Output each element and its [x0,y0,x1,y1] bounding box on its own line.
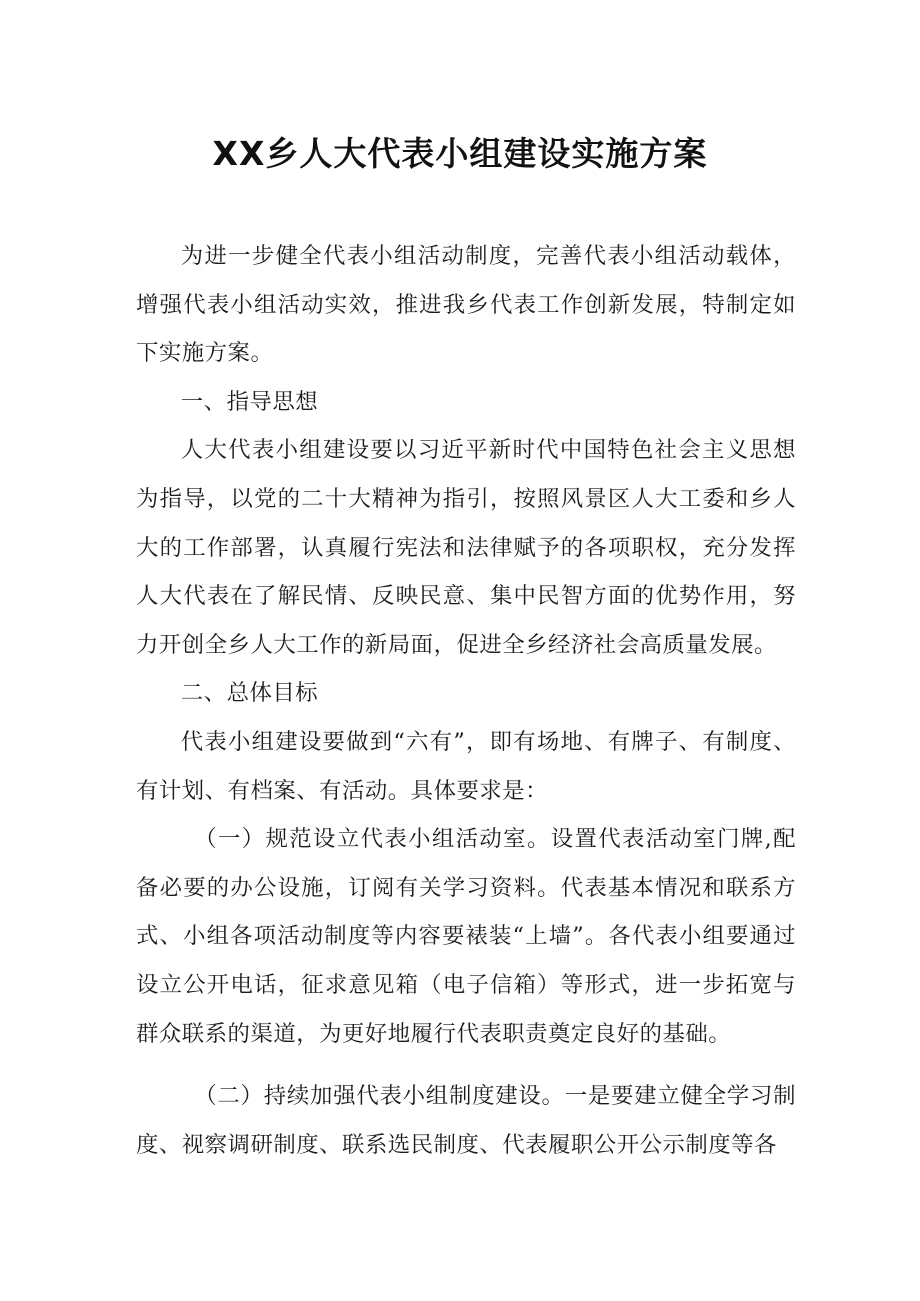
section-heading-guiding-ideology: 一、指导思想 [180,388,319,415]
intro-paragraph: 为进一步健全代表小组活动制度，完善代表小组活动载体，增强代表小组活动实效，推进我乡代表工作创新发展，特制定如下实施方案。 [136,243,796,367]
document-body [136,232,796,1169]
overall-goal-paragraph: 代表小组建设要做到“六有”，即有场地、有牌子、有制度、有计划、有档案、有活动。具体要求是： [136,728,796,804]
document-title: XX乡人大代表小组建设实施方案 [212,134,708,173]
guiding-ideology-paragraph: 人大代表小组建设要以习近平新时代中国特色社会主义思想为指导，以党的二十大精神为指引，按照风景区人大工委和乡人大的工作部署，认真履行宪法和法律赋予的各项职权，充分发挥人大代表在了解民情、反映民意、集中民智方面的优势作用，努力开创全乡人大工作的新局面，促进全乡经济社会高质量发展。 [136,437,796,658]
subsection-activity-room-paragraph: （一）规范设立代表小组活动室。设置代表活动室门牌,配备必要的办公设施，订阅有关学习资料。代表基本情况和联系方式、小组各项活动制度等内容要裱装“上墙”。各代表小组要通过设立公开电话，征求意见箱（电子信箱）等形式，进一步拓宽与群众联系的渠道，为更好地履行代表职责奠定良好的基础。 [136,826,796,1047]
section-heading-overall-goal: 二、总体目标 [180,680,319,707]
subsection-system-building-paragraph: （二）持续加强代表小组制度建设。一是要建立健全学习制度、视察调研制度、联系选民制度、代表履职公开公示制度等各 [136,1083,796,1158]
